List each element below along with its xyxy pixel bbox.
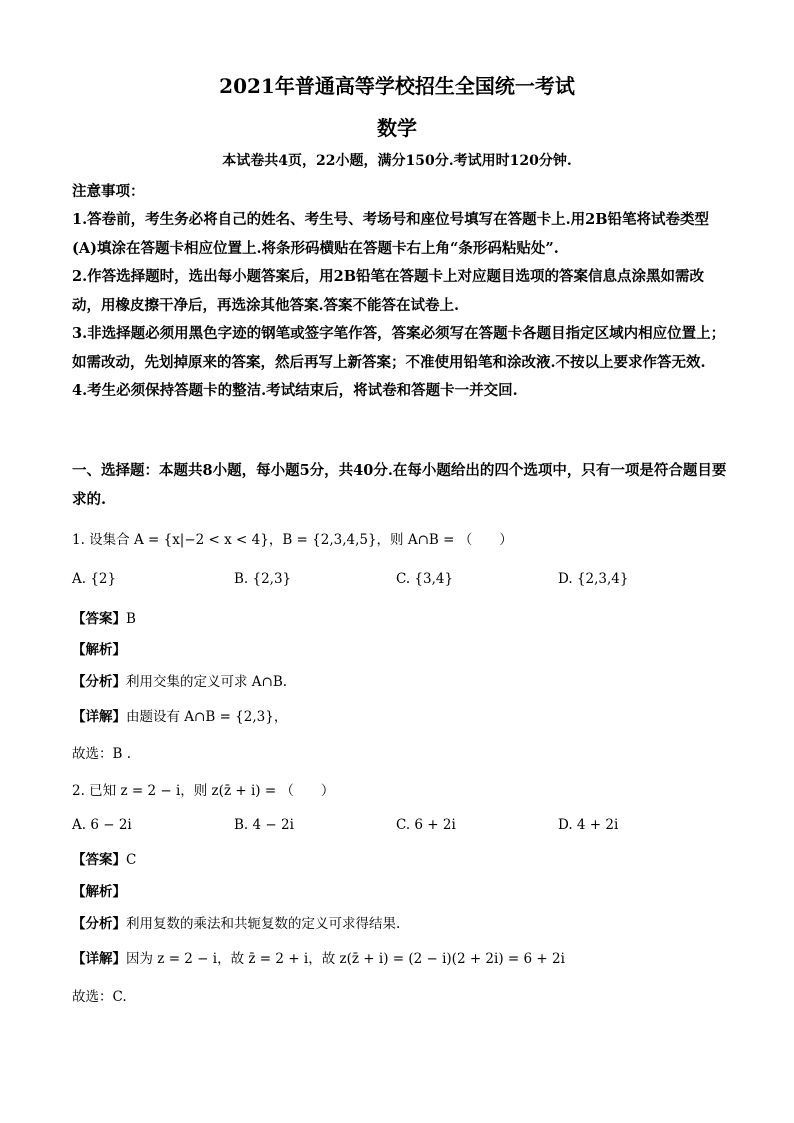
- notice-item: 4.考生必须保持答题卡的整洁.考试结束后，将试卷和答题卡一并交回.: [72, 382, 518, 399]
- question-1-fenxi: [72, 670, 287, 690]
- notice-list: [72, 206, 732, 406]
- question-2-fenxi: [72, 912, 400, 932]
- detail-label: 【详解】: [72, 951, 126, 967]
- question-2-answer: [72, 848, 136, 868]
- question-1-conclusion: 故选：B .: [72, 746, 132, 762]
- option-b: B. 4 − 2i: [234, 817, 294, 833]
- notice-item: 1.答卷前，考生务必将自己的姓名、考生号、考场号和座位号填写在答题卡上.用2B铅笔将试卷类型(A)填涂在答题卡相应位置上.将条形码横贴在答题卡右上角“条形码粘贴处”.: [72, 211, 710, 257]
- analysis-label: 【解析】: [72, 884, 126, 900]
- question-2-conclusion: 故选：C.: [72, 989, 127, 1005]
- option-d: D. {2,3,4}: [558, 571, 629, 587]
- exam-subject: 数学: [377, 116, 417, 140]
- detail-label: 【详解】: [72, 709, 126, 725]
- detail-text: 由题设有 A∩B = {2,3}，: [126, 709, 288, 725]
- option-c: C. 6 + 2i: [396, 817, 456, 833]
- option-a: A. {2}: [72, 571, 117, 587]
- notice-item: 2.作答选择题时，选出每小题答案后，用2B铅笔在答题卡上对应题目选项的答案信息点涂黑如需改动，用橡皮擦干净后，再选涂其他答案.答案不能答在试卷上.: [72, 268, 704, 314]
- notice-heading: 注意事项：: [72, 183, 145, 200]
- option-b: B. {2,3}: [234, 571, 292, 587]
- question-2-options: [72, 817, 732, 837]
- question-1-stem: 1. 设集合 A = {x|−2 < x < 4}，B = {2,3,4,5}，则 A∩B = （ ）: [72, 532, 513, 548]
- question-2-analysis-label: [72, 880, 126, 900]
- question-2-stem: 2. 已知 z = 2 − i，则 z(z̄ + i) = （ ）: [72, 783, 335, 799]
- fenxi-text: 利用复数的乘法和共轭复数的定义可求得结果.: [126, 916, 401, 932]
- detail-text: 因为 z = 2 − i，故 z̄ = 2 + i，故 z(z̄ + i) = (2 − i)(2 + 2i) = 6 + 2i: [126, 951, 565, 967]
- option-c: C. {3,4}: [396, 571, 454, 587]
- exam-info: 本试卷共4页，22小题，满分150分.考试用时120分钟.: [222, 153, 572, 169]
- question-1-options: [72, 571, 732, 591]
- question-1-analysis-label: [72, 638, 126, 658]
- question-1-answer: [72, 607, 136, 627]
- exam-title: 2021年普通高等学校招生全国统一考试: [219, 74, 575, 98]
- answer-value: B: [126, 611, 136, 627]
- section-heading: [72, 457, 732, 514]
- question-2-detail: [72, 947, 565, 967]
- fenxi-label: 【分析】: [72, 674, 126, 690]
- section-heading-text: 一、选择题：本题共8小题，每小题5分，共40分.在每小题给出的四个选项中，只有一项是符合题目要求的.: [72, 462, 727, 508]
- option-d: D. 4 + 2i: [558, 817, 619, 833]
- fenxi-text: 利用交集的定义可求 A∩B.: [126, 674, 288, 690]
- answer-label: 【答案】: [72, 852, 126, 868]
- notice-item: 3.非选择题必须用黑色字迹的钢笔或签字笔作答，答案必须写在答题卡各题目指定区域内相应位置上；如需改动，先划掉原来的答案，然后再写上新答案；不准使用铅笔和涂改液.不按以上要求作答无效.: [72, 325, 726, 371]
- answer-value: C: [126, 852, 137, 868]
- question-1-detail: [72, 705, 287, 725]
- option-a: A. 6 − 2i: [72, 817, 132, 833]
- answer-label: 【答案】: [72, 611, 126, 627]
- analysis-label: 【解析】: [72, 642, 126, 658]
- fenxi-label: 【分析】: [72, 916, 126, 932]
